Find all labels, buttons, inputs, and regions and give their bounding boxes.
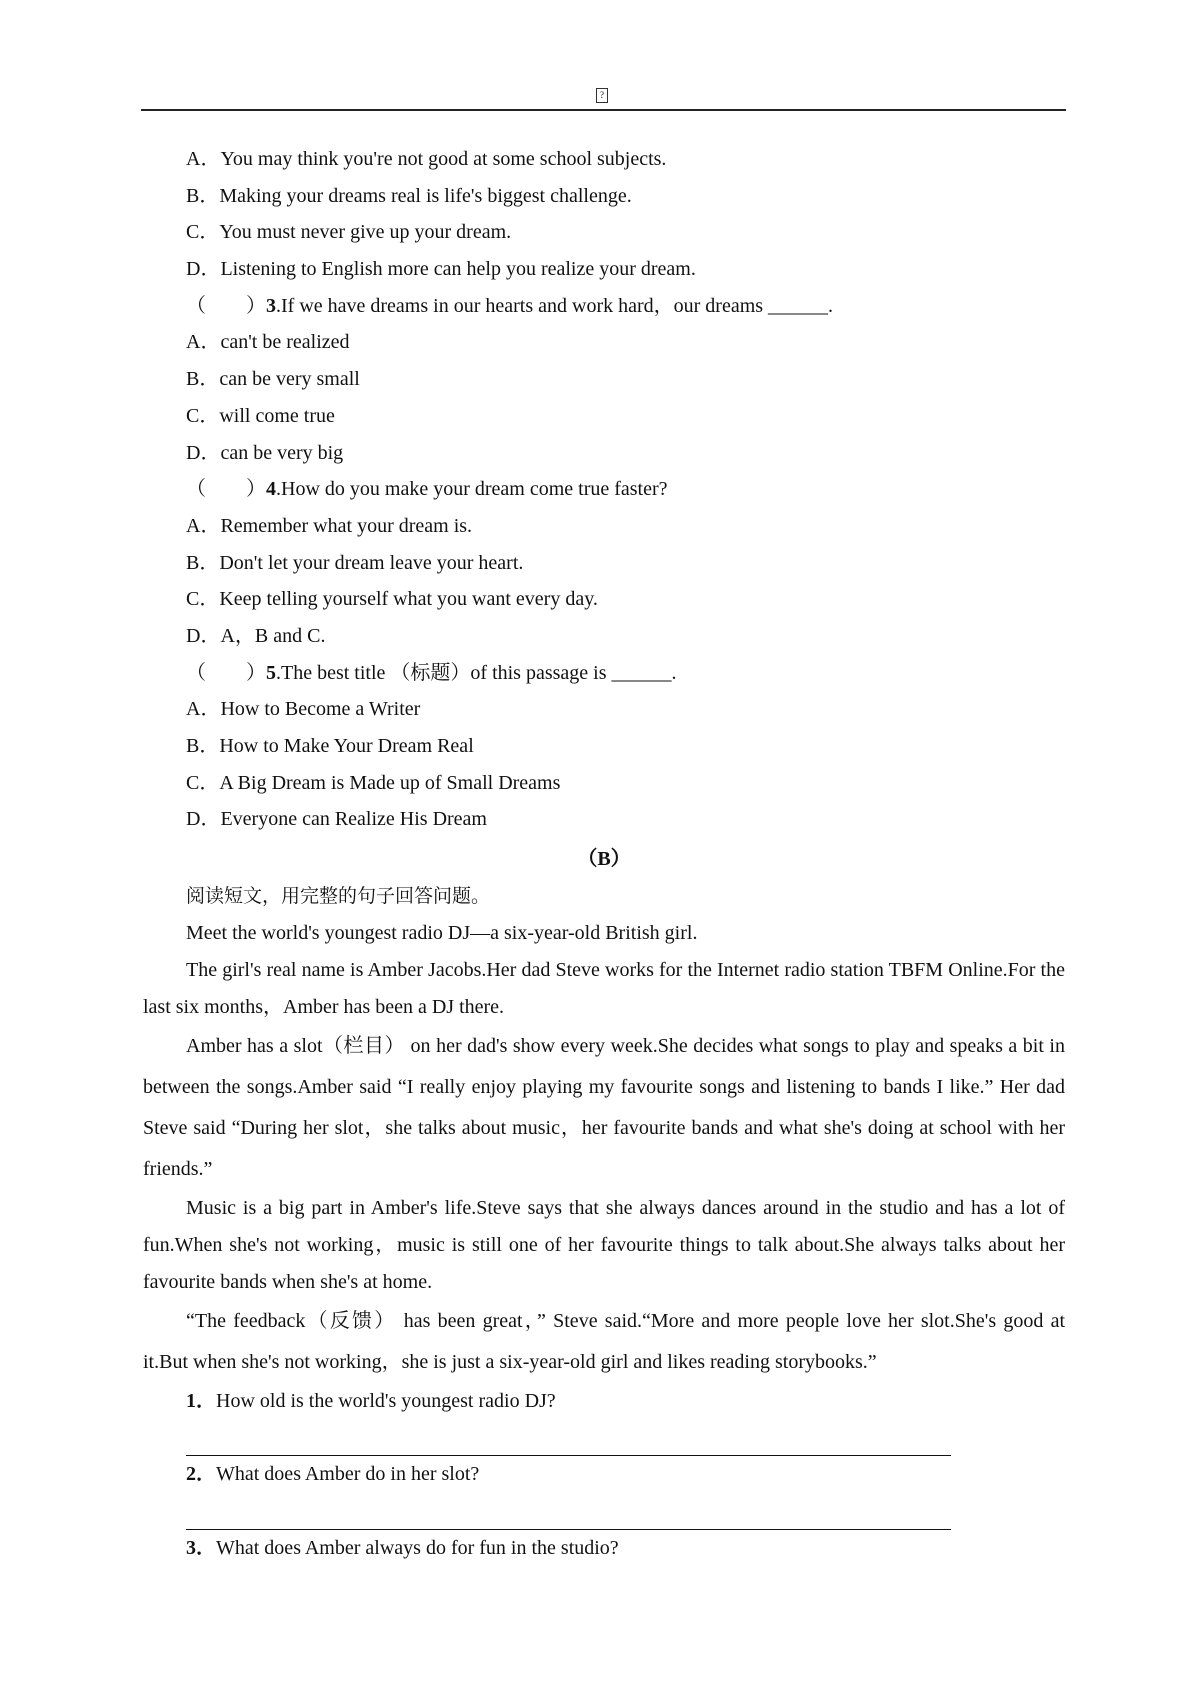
- passage-paragraph-3: Amber has a slot（栏目） on her dad's show every week.She decides what songs to play and speaks a bit in between the songs.Amber said “I really enjoy playing my favourite songs and listening to bands I like.” Her dad Steve said “During her slot，she talks about music，her favourite bands and what she's doing at school with her friends.”: [143, 1034, 1065, 1180]
- answer-paren: （ ）: [186, 661, 266, 684]
- open-question-1: [143, 1383, 1065, 1420]
- question-text: .If we have dreams in our hearts and work hard，our dreams ______.: [276, 294, 834, 317]
- question-4: [143, 471, 1065, 508]
- passage-paragraph-4: Music is a big part in Amber's life.Steve says that she always dances around in the studio and has a lot of fun.When she's not working，music is still one of her favourite things to talk about.She always talks about her favourite bands when she's at home.: [143, 1196, 1065, 1293]
- header-rule: [141, 109, 1066, 111]
- q4-option-a: A．Remember what your dream is.: [186, 514, 473, 537]
- q3-option-a: A．can't be realized: [186, 331, 350, 354]
- question-number: 3: [266, 294, 276, 317]
- header-placeholder-glyph: ?: [596, 88, 608, 103]
- answer-line-2[interactable]: [186, 1493, 951, 1530]
- q3-option-b: B．can be very small: [186, 368, 360, 391]
- question-number: 4: [266, 478, 276, 501]
- q2-option-b: B．Making your dreams real is life's biggest challenge.: [186, 184, 632, 207]
- q2-option-c: C．You must never give up your dream.: [186, 221, 512, 244]
- answer-paren: （ ）: [186, 478, 266, 501]
- section-b-instruction: 阅读短文，用完整的句子回答问题。: [186, 885, 491, 908]
- section-b-title: （B）: [577, 848, 631, 871]
- q4-option-c: C．Keep telling yourself what you want every day.: [186, 588, 598, 611]
- q5-option-a: A．How to Become a Writer: [186, 698, 421, 721]
- question-text: How old is the world's youngest radio DJ?: [216, 1389, 556, 1412]
- question-5: [143, 655, 1065, 692]
- q4-option-d: D．A，B and C.: [186, 624, 326, 647]
- question-text: .The best title （标题）of this passage is ______.: [276, 661, 677, 684]
- q5-option-b: B．How to Make Your Dream Real: [186, 735, 474, 757]
- passage-paragraph-5: “The feedback（反馈） has been great，” Steve said.“More and more people love her slot.She's good at it.But when she's not working，she is just a six-year-old girl and likes reading storybooks.”: [143, 1309, 1065, 1373]
- question-number: 1．: [186, 1389, 216, 1412]
- q2-option-d: D．Listening to English more can help you realize your dream.: [186, 258, 696, 281]
- passage-paragraph-1: Meet the world's youngest radio DJ—a six-year-old British girl.: [186, 921, 698, 944]
- question-number: 2．: [186, 1463, 216, 1486]
- q2-option-a: A．You may think you're not good at some school subjects.: [186, 148, 667, 170]
- question-text: What does Amber always do for fun in the studio?: [216, 1537, 619, 1560]
- open-question-3: [143, 1530, 1065, 1567]
- question-number: 3．: [186, 1537, 216, 1560]
- answer-paren: （ ）: [186, 294, 266, 317]
- question-number: 5: [266, 661, 276, 684]
- question-text: What does Amber do in her slot?: [216, 1463, 480, 1486]
- passage-paragraph-2: The girl's real name is Amber Jacobs.Her dad Steve works for the Internet radio station TBFM Online.For the last six months，Amber has been a DJ there.: [143, 958, 1065, 1018]
- q5-option-c: C．A Big Dream is Made up of Small Dreams: [186, 771, 561, 794]
- question-3: [143, 288, 1065, 325]
- q3-option-d: D．can be very big: [186, 441, 344, 464]
- question-text: .How do you make your dream come true faster?: [276, 478, 668, 501]
- page-content: [143, 141, 1065, 1567]
- q3-option-c: C．will come true: [186, 404, 335, 427]
- q4-option-b: B．Don't let your dream leave your heart.: [186, 551, 524, 574]
- open-question-2: [143, 1456, 1065, 1493]
- q5-option-d: D．Everyone can Realize His Dream: [186, 808, 487, 831]
- answer-line-1[interactable]: [186, 1419, 951, 1456]
